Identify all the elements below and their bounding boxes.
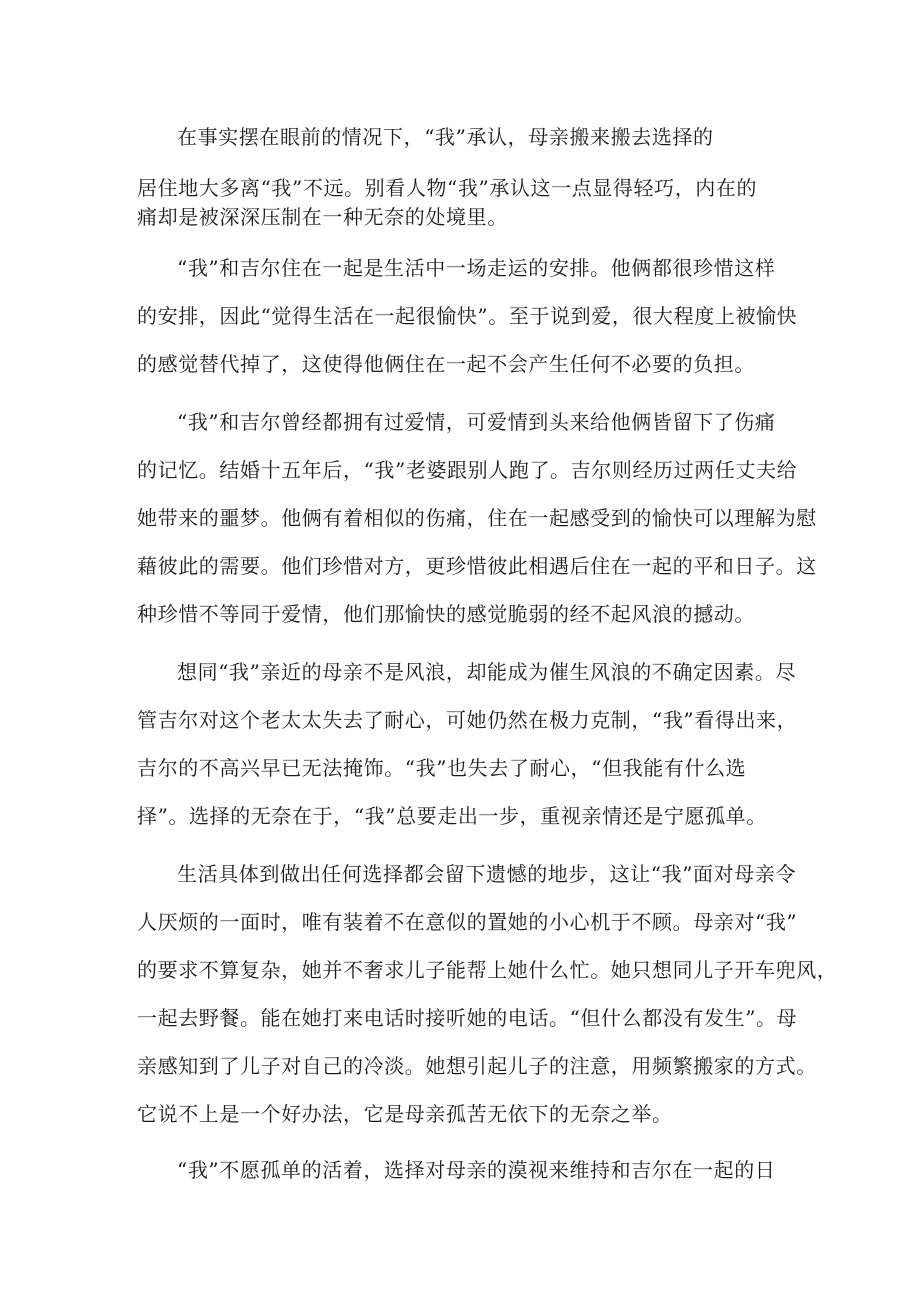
text-line: 吉尔的不高兴早已无法掩饰。“我”也失去了耐心，“但我能有什么选 bbox=[137, 756, 747, 780]
text-line: 的要求不算复杂，她并不奢求儿子能帮上她什么忙。她只想同儿子开车兜风， bbox=[137, 958, 838, 982]
text-line: 的感觉替代掉了，这使得他俩住在一起不会产生任何不必要的负担。 bbox=[137, 352, 755, 376]
text-line: “我”不愿孤单的活着，选择对母亲的漠视来维持和吉尔在一起的日 bbox=[177, 1158, 776, 1182]
text-line: 她带来的噩梦。他俩有着相似的伤痛，住在一起感受到的愉快可以理解为慰 bbox=[137, 506, 817, 530]
text-line: 一起去野餐。能在她打来电话时接听她的电话。“但什么都没有发生”。母 bbox=[137, 1006, 798, 1030]
text-line: 的安排，因此“觉得生活在一起很愉快”。至于说到爱，很大程度上被愉快 bbox=[137, 304, 798, 328]
text-line: 生活具体到做出任何选择都会留下遗憾的地步，这让“我”面对母亲令 bbox=[177, 862, 797, 886]
text-line: “我”和吉尔住在一起是生活中一场走运的安排。他俩都很珍惜这样 bbox=[177, 256, 776, 280]
text-line: 居住地大多离“我”不远。别看人物“我”承认这一点显得轻巧，内在的 bbox=[137, 176, 758, 200]
text-line: 它说不上是一个好办法，它是母亲孤苦无依下的无奈之举。 bbox=[137, 1102, 673, 1126]
text-line: 在事实摆在眼前的情况下，“我”承认，母亲搬来搬去选择的 bbox=[177, 125, 714, 149]
text-line: 想同“我”亲近的母亲不是风浪，却能成为催生风浪的不确定因素。尽 bbox=[177, 660, 797, 684]
text-line: “我”和吉尔曾经都拥有过爱情，可爱情到头来给他俩皆留下了伤痛 bbox=[177, 410, 776, 434]
text-line: 人厌烦的一面时，唯有装着不在意似的置她的小心机于不顾。母亲对“我” bbox=[137, 910, 798, 934]
text-line: 痛却是被深深压制在一种无奈的处境里。 bbox=[137, 205, 508, 229]
text-line: 的记忆。结婚十五年后，“我”老婆跟别人跑了。吉尔则经历过两任丈夫给 bbox=[137, 458, 798, 482]
text-line: 亲感知到了儿子对自己的冷淡。她想引起儿子的注意，用频繁搬家的方式。 bbox=[137, 1054, 817, 1078]
text-line: 择”。选择的无奈在于，“我”总要走出一步，重视亲情还是宁愿孤单。 bbox=[137, 804, 767, 828]
text-line: 藉彼此的需要。他们珍惜对方，更珍惜彼此相遇后住在一起的平和日子。这 bbox=[137, 554, 817, 578]
text-line: 管吉尔对这个老太太失去了耐心，可她仍然在极力克制，“我”看得出来， bbox=[137, 708, 798, 732]
text-line: 种珍惜不等同于爱情，他们那愉快的感觉脆弱的经不起风浪的撼动。 bbox=[137, 602, 755, 626]
